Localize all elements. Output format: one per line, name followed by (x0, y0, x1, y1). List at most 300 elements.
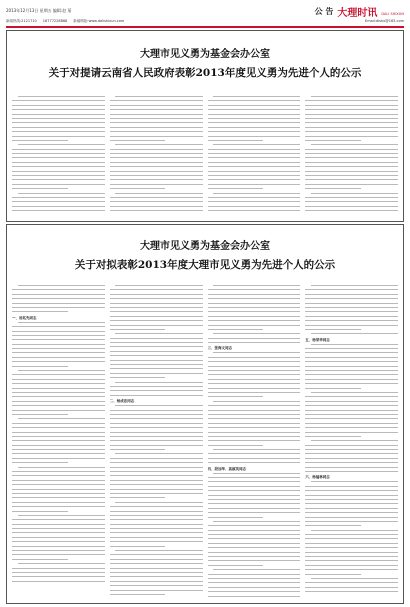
text-line (12, 184, 105, 185)
text-line (12, 149, 105, 150)
text-line (110, 197, 203, 198)
text-line (110, 320, 203, 321)
text-line (110, 537, 203, 538)
text-line (208, 596, 301, 597)
text-line (12, 581, 105, 582)
text-line (208, 153, 301, 154)
text-line (12, 502, 105, 503)
text-line (110, 427, 203, 428)
text-line (305, 100, 398, 101)
text-line (12, 374, 105, 375)
text-line (208, 423, 301, 424)
text-line (208, 361, 301, 362)
text-line (18, 515, 105, 516)
text-line (115, 405, 202, 406)
text-line (305, 445, 398, 446)
text-line (110, 395, 203, 396)
text-line (208, 410, 301, 411)
text-line (110, 590, 203, 591)
text-line (311, 344, 398, 345)
text-line (12, 179, 105, 180)
text-line (12, 289, 105, 290)
text-line (18, 418, 105, 419)
text-line (110, 432, 203, 433)
text-line (110, 171, 203, 172)
text-line (305, 379, 398, 380)
text-line (208, 136, 301, 137)
text-line (110, 467, 203, 468)
text-line (208, 109, 301, 110)
text-line (208, 122, 301, 123)
text-line (305, 348, 398, 349)
text-line (305, 552, 398, 553)
text-line (213, 285, 300, 286)
text-line (12, 100, 105, 101)
text-line (208, 325, 301, 326)
text-line (12, 568, 105, 569)
text-line (12, 532, 105, 533)
text-line (12, 114, 105, 115)
text-line (12, 423, 105, 424)
text-line (305, 383, 398, 384)
text-line (110, 355, 203, 356)
text-line (305, 157, 398, 158)
text-line (12, 153, 105, 154)
text-line (12, 136, 105, 137)
text-line (208, 462, 301, 463)
text-line (110, 127, 203, 128)
text-line (305, 587, 398, 588)
text-line (12, 298, 105, 299)
text-line (208, 201, 301, 202)
text-line (115, 193, 202, 194)
text-line (305, 565, 398, 566)
text-line (208, 149, 301, 150)
text-line (110, 298, 203, 299)
text-line (110, 307, 203, 308)
text-line (208, 118, 301, 119)
text-line (12, 201, 105, 202)
text-line (12, 303, 105, 304)
text-line (12, 331, 105, 332)
text-line (305, 499, 398, 500)
text-line (208, 495, 301, 496)
text-line (12, 188, 68, 189)
text-line (208, 565, 264, 566)
contact-bar (6, 19, 404, 28)
text-line (12, 519, 105, 520)
text-line (305, 467, 398, 468)
text-line (110, 188, 166, 189)
text-line (12, 122, 105, 123)
text-line (110, 100, 203, 101)
text-line (305, 175, 398, 176)
text-line (305, 289, 398, 290)
text-line (12, 471, 105, 472)
text-line (110, 157, 203, 158)
text-line (12, 294, 105, 295)
text-line (305, 171, 398, 172)
text-line (110, 377, 166, 378)
text-line (110, 368, 203, 369)
text-line (12, 528, 105, 529)
text-line (208, 289, 301, 290)
text-line (305, 153, 398, 154)
text-line (12, 157, 105, 158)
text-line (110, 311, 203, 312)
text-line (12, 379, 105, 380)
text-line (305, 534, 398, 535)
text-line (12, 210, 105, 211)
text-line (208, 206, 301, 207)
text-line (110, 206, 203, 207)
text-line (110, 471, 203, 472)
text-line (110, 316, 203, 317)
text-line (208, 366, 301, 367)
body-column (305, 285, 398, 597)
text-line (110, 166, 203, 167)
text-line (110, 480, 203, 481)
text-line (208, 414, 301, 415)
text-line (305, 410, 398, 411)
text-line (110, 140, 166, 141)
text-line (305, 374, 398, 375)
text-line (305, 320, 398, 321)
text-line (110, 122, 203, 123)
text-line (305, 307, 398, 308)
text-line (12, 453, 105, 454)
text-line (12, 445, 105, 446)
text-line (208, 131, 301, 132)
text-line (208, 432, 301, 433)
text-line (208, 453, 301, 454)
text-line (305, 547, 398, 548)
person-subheading: 二、杨成忠同志 (109, 399, 135, 404)
text-line (12, 339, 105, 340)
notice-org: 大理市见义勇为基金会办公室 (140, 241, 270, 252)
text-line (208, 157, 301, 158)
text-line (115, 285, 202, 286)
text-line (208, 436, 301, 437)
text-line (110, 585, 203, 586)
text-line (305, 303, 398, 304)
person-subheading: 三、张海文同志 (207, 346, 232, 351)
text-line (305, 184, 398, 185)
text-line (305, 357, 398, 358)
text-line (18, 370, 105, 371)
text-line (12, 166, 105, 167)
text-line (110, 563, 203, 564)
text-line (305, 352, 398, 353)
page-header (6, 4, 404, 18)
text-line (213, 569, 300, 570)
text-line (110, 568, 203, 569)
text-line (110, 581, 203, 582)
text-line (208, 307, 301, 308)
text-line (110, 594, 166, 595)
text-line (208, 374, 301, 375)
text-line (110, 506, 203, 507)
text-line (305, 388, 361, 389)
text-line (12, 484, 105, 485)
text-line (208, 440, 301, 441)
text-line (110, 338, 203, 339)
text-line (208, 370, 301, 371)
text-line (12, 493, 105, 494)
text-line (208, 512, 301, 513)
text-line (305, 210, 398, 211)
text-line (305, 329, 361, 330)
text-line (12, 449, 105, 450)
text-line (12, 497, 105, 498)
text-line (110, 294, 203, 295)
text-line (311, 333, 398, 334)
text-line (311, 392, 398, 393)
text-line (305, 508, 398, 509)
text-line (18, 322, 105, 323)
text-line (311, 96, 398, 97)
text-line (213, 352, 300, 353)
text-line (208, 184, 301, 185)
text-line (305, 114, 398, 115)
text-line (208, 445, 264, 446)
text-line (208, 481, 301, 482)
text-line (12, 361, 105, 362)
text-line (305, 370, 398, 371)
text-line (110, 360, 203, 361)
text-line (305, 427, 398, 428)
text-line (18, 467, 105, 468)
text-line (305, 486, 398, 487)
text-line (305, 136, 398, 137)
text-line (110, 410, 203, 411)
text-line (110, 462, 203, 463)
text-line (115, 96, 202, 97)
notice-body (12, 285, 398, 597)
text-line (208, 311, 301, 312)
text-line (208, 418, 301, 419)
text-line (12, 440, 105, 441)
text-line (213, 473, 300, 474)
text-line (208, 140, 264, 141)
text-line (12, 388, 105, 389)
text-line (305, 325, 398, 326)
text-line (208, 538, 301, 539)
text-line (12, 348, 105, 349)
text-line (305, 569, 398, 570)
text-line (12, 414, 68, 415)
notice-org: 大理市见义勇为基金会办公室 (140, 49, 270, 60)
text-line (110, 105, 203, 106)
text-line (110, 418, 203, 419)
text-line (12, 432, 105, 433)
text-line (305, 471, 398, 472)
text-line (208, 166, 301, 167)
text-line (208, 379, 301, 380)
text-line (305, 591, 398, 592)
text-line (208, 114, 301, 115)
notice-title: 关于对拟表彰2013年度大理市见义勇为先进个人的公示 (74, 259, 336, 271)
text-line (208, 298, 301, 299)
text-line (208, 303, 301, 304)
text-line (305, 311, 398, 312)
text-line (208, 591, 301, 592)
text-line (305, 197, 398, 198)
text-line (311, 285, 398, 286)
issue-meta: 2013年12月13日 星期五 编辑:赵 菊 (6, 8, 72, 13)
text-line (305, 512, 398, 513)
text-line (305, 538, 398, 539)
text-line (208, 574, 301, 575)
body-column (305, 96, 398, 215)
text-line (208, 587, 301, 588)
text-line (12, 118, 105, 119)
text-line (305, 105, 398, 106)
section-name: 公 告 (314, 5, 334, 16)
text-line (12, 427, 105, 428)
text-line (12, 127, 105, 128)
text-line (110, 136, 203, 137)
text-line (208, 388, 301, 389)
text-line (305, 401, 398, 402)
person-subheading: 五、杨荣华同志 (305, 337, 330, 342)
text-line (305, 396, 398, 397)
text-line (115, 453, 202, 454)
text-line (12, 410, 105, 411)
text-line (12, 140, 68, 141)
text-line (110, 554, 203, 555)
text-line (110, 346, 203, 347)
text-line (110, 162, 203, 163)
text-line (208, 458, 301, 459)
text-line (110, 109, 203, 110)
text-line (305, 131, 398, 132)
text-line (208, 162, 301, 163)
text-line (110, 325, 203, 326)
brand (315, 4, 404, 19)
text-line (208, 517, 264, 518)
text-line (305, 298, 398, 299)
text-line (12, 554, 105, 555)
text-line (208, 338, 301, 339)
text-line (115, 144, 202, 145)
text-line (213, 401, 300, 402)
text-line (208, 179, 301, 180)
text-line (208, 188, 264, 189)
text-line (305, 556, 398, 557)
text-line (305, 582, 398, 583)
news-hotline-mobile: 18777228888 (42, 19, 68, 23)
body-column (110, 285, 203, 597)
text-line (208, 316, 301, 317)
text-line (305, 432, 398, 433)
text-line (12, 105, 105, 106)
text-line (12, 171, 105, 172)
text-line (305, 294, 398, 295)
text-line (305, 423, 398, 424)
text-line (305, 405, 398, 406)
text-line (208, 405, 301, 406)
text-line (12, 396, 105, 397)
text-line (305, 418, 398, 419)
text-line (208, 210, 301, 211)
text-line (110, 445, 203, 446)
text-line (311, 440, 398, 441)
text-line (12, 206, 105, 207)
person-subheading: 一、汤兆先同志 (12, 315, 37, 320)
text-line (208, 578, 301, 579)
text-line (208, 499, 301, 500)
text-line (12, 458, 105, 459)
text-line (110, 175, 203, 176)
text-line (305, 490, 398, 491)
newspaper-logo: 大理时讯 (337, 7, 378, 19)
text-line (305, 118, 398, 119)
text-line (208, 543, 301, 544)
text-line (305, 462, 398, 463)
person-subheading: 六、杨福林同志 (305, 475, 330, 480)
text-line (305, 179, 398, 180)
text-line (110, 414, 203, 415)
text-line (208, 127, 301, 128)
text-line (305, 149, 398, 150)
text-line (12, 197, 105, 198)
text-line (305, 162, 398, 163)
notice-city (6, 224, 404, 604)
text-line (305, 201, 398, 202)
text-line (311, 530, 398, 531)
text-line (208, 171, 301, 172)
text-line (305, 127, 398, 128)
text-line (12, 524, 105, 525)
text-line (305, 521, 398, 522)
text-line (110, 131, 203, 132)
text-line (12, 401, 105, 402)
text-line (305, 503, 398, 504)
body-column (12, 285, 105, 597)
text-line (12, 175, 105, 176)
text-line (110, 153, 203, 154)
body-column (110, 96, 203, 215)
text-line (110, 519, 203, 520)
text-line (305, 543, 398, 544)
text-line (110, 497, 166, 498)
newspaper-logo-en: DALI SHIXUN (381, 12, 404, 16)
text-line (110, 179, 203, 180)
text-line (110, 493, 203, 494)
text-line (110, 458, 203, 459)
text-line (208, 427, 301, 428)
text-line (18, 285, 105, 286)
text-line (115, 550, 202, 551)
text-line (213, 449, 300, 450)
text-line (110, 440, 203, 441)
text-line (115, 333, 202, 334)
body-column (208, 285, 301, 597)
text-line (110, 515, 203, 516)
text-line (208, 197, 301, 198)
text-line (110, 475, 203, 476)
text-line (305, 188, 361, 189)
text-line (305, 122, 398, 123)
text-line (208, 490, 301, 491)
text-line (12, 475, 105, 476)
text-line (311, 578, 398, 579)
text-line (208, 508, 301, 509)
text-line (110, 210, 203, 211)
text-line (213, 521, 300, 522)
text-line (110, 184, 203, 185)
